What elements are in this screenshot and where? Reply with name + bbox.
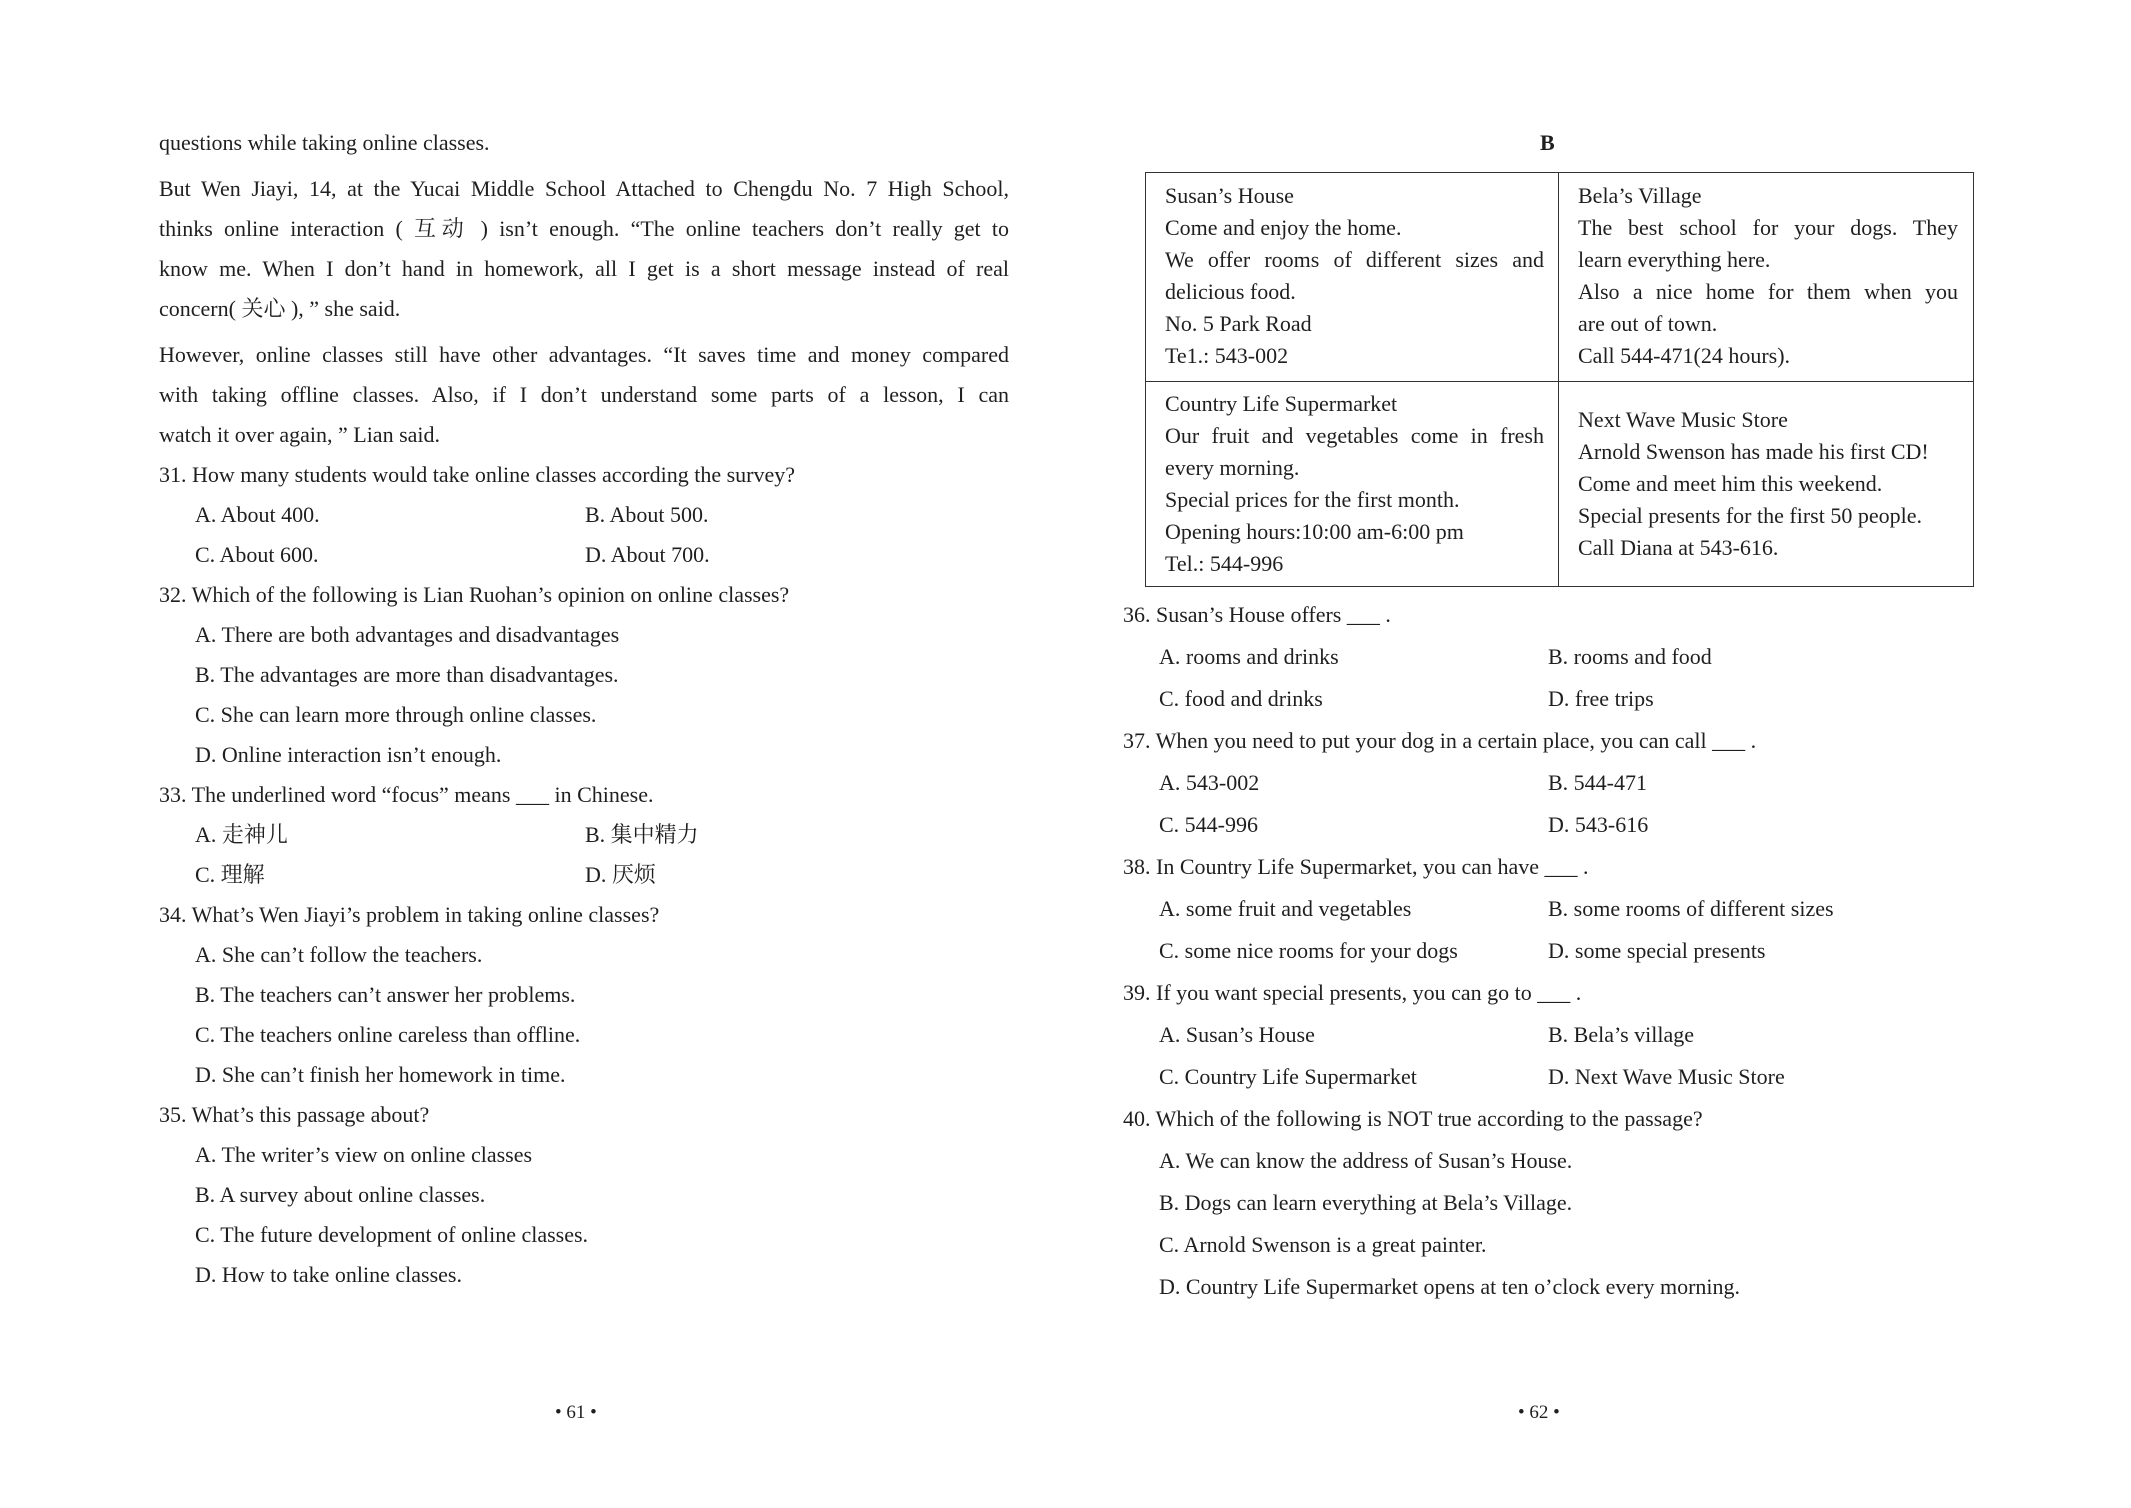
answer-option: C. 理解 [195,862,265,887]
answer-option: C. The future development of online classes. [195,1222,589,1247]
answer-option: D. 543-616 [1548,812,1649,837]
answer-option: B. 集中精力 [585,822,699,847]
question-stem: 38. In Country Life Supermarket, you can have ___ . [1123,854,1589,879]
passage-line: questions while taking online classes. [159,130,490,155]
left-page [0,0,1065,1508]
question-stem: 35. What’s this passage about? [159,1102,430,1127]
page-number: • 62 • [1518,1402,1560,1423]
ad-next-wave-line: Arnold Swenson has made his first CD! [1578,439,1929,464]
question-stem: 36. Susan’s House offers ___ . [1123,602,1391,627]
answer-option: D. some special presents [1548,938,1766,963]
ad-next-wave-line: Special presents for the first 50 people. [1578,503,1922,528]
ad-country-life-line: Tel.: 544-996 [1165,551,1284,576]
answer-option: D. Country Life Supermarket opens at ten o’clock every morning. [1159,1274,1741,1299]
question-stem: 40. Which of the following is NOT true according to the passage? [1123,1106,1703,1131]
answer-option: A. About 400. [195,502,320,527]
question-stem: 33. The underlined word “focus” means ___ in Chinese. [159,782,654,807]
passage-line: know me. When I don’t hand in homework, all I get is a short message instead of real [159,256,1009,281]
ad-belas-village-line: learn everything here. [1578,247,1771,272]
answer-option: B. About 500. [585,502,709,527]
answer-option: A. 543-002 [1159,770,1260,795]
answer-option: A. We can know the address of Susan’s House. [1159,1148,1573,1173]
answer-option: A. rooms and drinks [1159,644,1339,669]
answer-option: B. Dogs can learn everything at Bela’s Village. [1159,1190,1573,1215]
answer-option: A. She can’t follow the teachers. [195,942,483,967]
ad-susans-house-line: Te1.: 543-002 [1165,343,1289,368]
question-stem: 37. When you need to put your dog in a certain place, you can call ___ . [1123,728,1757,753]
passage-line: However, online classes still have other advantages. “It saves time and money compared [159,342,1009,367]
answer-option: A. some fruit and vegetables [1159,896,1412,921]
question-stem: 31. How many students would take online classes according the survey? [159,462,796,487]
answer-option: C. Country Life Supermarket [1159,1064,1417,1089]
ad-country-life-line: Country Life Supermarket [1165,391,1398,416]
ad-belas-village-line: The best school for your dogs. They [1578,215,1958,240]
ad-next-wave-line: Call Diana at 543-616. [1578,535,1779,560]
answer-option: B. 544-471 [1548,770,1647,795]
answer-option: D. She can’t finish her homework in time. [195,1062,566,1087]
ad-susans-house-line: delicious food. [1165,279,1296,304]
ad-country-life-line: Opening hours:10:00 am-6:00 pm [1165,519,1464,544]
ad-country-life-line: Special prices for the first month. [1165,487,1460,512]
answer-option: D. How to take online classes. [195,1262,462,1287]
answer-option: D. 厌烦 [585,862,656,887]
answer-option: B. The advantages are more than disadvantages. [195,662,619,687]
section-title: B [1540,130,1555,155]
answer-option: A. 走神儿 [195,822,288,847]
table-divider [1145,381,1974,382]
answer-option: D. Next Wave Music Store [1548,1064,1785,1089]
answer-option: A. The writer’s view on online classes [195,1142,533,1167]
answer-option: A. There are both advantages and disadvantages [195,622,620,647]
answer-option: C. some nice rooms for your dogs [1159,938,1458,963]
answer-option: C. 544-996 [1159,812,1258,837]
answer-option: A. Susan’s House [1159,1022,1315,1047]
ad-susans-house-line: We offer rooms of different sizes and [1165,247,1544,272]
ad-belas-village-line: Bela’s Village [1578,183,1702,208]
answer-option: B. A survey about online classes. [195,1182,486,1207]
passage-line: with taking offline classes. Also, if I don’t understand some parts of a lesson, I can [159,382,1009,407]
answer-option: C. food and drinks [1159,686,1323,711]
answer-option: C. She can learn more through online classes. [195,702,597,727]
ad-country-life-line: every morning. [1165,455,1300,480]
right-page [1065,0,2131,1508]
answer-option: C. The teachers online careless than offline. [195,1022,581,1047]
ad-belas-village-line: Also a nice home for them when you [1578,279,1958,304]
question-stem: 39. If you want special presents, you can go to ___ . [1123,980,1582,1005]
ad-susans-house-line: Come and enjoy the home. [1165,215,1402,240]
answer-option: B. rooms and food [1548,644,1712,669]
ad-country-life-line: Our fruit and vegetables come in fresh [1165,423,1544,448]
answer-option: B. some rooms of different sizes [1548,896,1834,921]
ad-belas-village-line: Call 544-471(24 hours). [1578,343,1791,368]
answer-option: B. The teachers can’t answer her problems. [195,982,576,1007]
table-divider [1558,172,1559,587]
passage-line: concern( 关心 ), ” she said. [159,296,401,321]
answer-option: B. Bela’s village [1548,1022,1695,1047]
passage-line: watch it over again, ” Lian said. [159,422,441,447]
passage-line: thinks online interaction ( 互动 ) isn’t enough. “The online teachers don’t really get to [159,216,1009,241]
answer-option: D. Online interaction isn’t enough. [195,742,502,767]
ad-next-wave-line: Come and meet him this weekend. [1578,471,1883,496]
ad-belas-village-line: are out of town. [1578,311,1718,336]
page-number: • 61 • [555,1402,597,1423]
ad-next-wave-line: Next Wave Music Store [1578,407,1788,432]
answer-option: D. free trips [1548,686,1654,711]
question-stem: 34. What’s Wen Jiayi’s problem in taking online classes? [159,902,660,927]
answer-option: D. About 700. [585,542,710,567]
ad-susans-house-line: Susan’s House [1165,183,1294,208]
ad-susans-house-line: No. 5 Park Road [1165,311,1312,336]
answer-option: C. Arnold Swenson is a great painter. [1159,1232,1487,1257]
passage-line: But Wen Jiayi, 14, at the Yucai Middle School Attached to Chengdu No. 7 High School, [159,176,1009,201]
question-stem: 32. Which of the following is Lian Ruohan’s opinion on online classes? [159,582,790,607]
answer-option: C. About 600. [195,542,319,567]
